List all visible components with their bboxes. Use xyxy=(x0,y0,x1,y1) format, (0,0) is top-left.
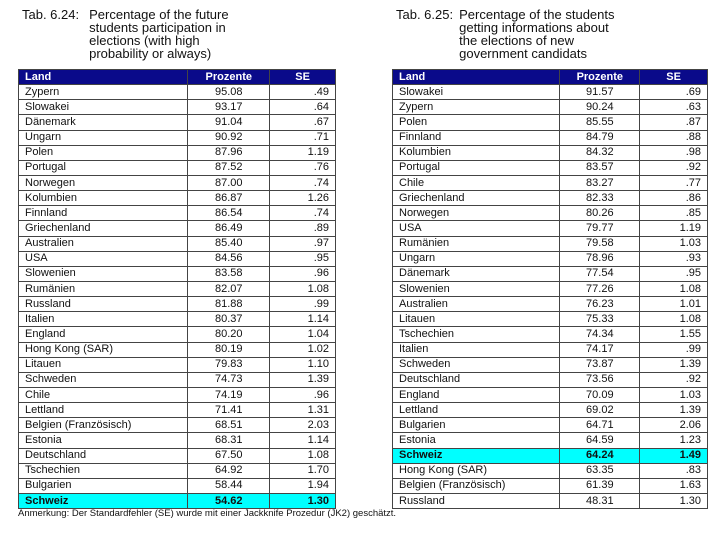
cell-land: Litauen xyxy=(19,357,188,372)
right-table-caption: Percentage of the students getting informations about the elections of new government candidats xyxy=(459,7,615,61)
cell-land: Slowakei xyxy=(393,85,560,100)
cell-land: Chile xyxy=(19,387,188,402)
cell-prozente: 74.19 xyxy=(188,387,270,402)
col-se: SE xyxy=(270,70,336,85)
cell-se: .98 xyxy=(640,145,708,160)
cell-se: 1.55 xyxy=(640,327,708,342)
right-table-title xyxy=(396,8,615,60)
col-se: SE xyxy=(640,70,708,85)
cell-se: .63 xyxy=(640,100,708,115)
cell-prozente: 86.54 xyxy=(188,206,270,221)
cell-se: 1.30 xyxy=(270,493,336,508)
cell-se: .85 xyxy=(640,206,708,221)
table-row xyxy=(19,478,336,493)
cell-se: 1.94 xyxy=(270,478,336,493)
cell-se: .76 xyxy=(270,160,336,175)
table-header xyxy=(19,70,336,85)
table-row xyxy=(393,463,708,478)
cell-land: USA xyxy=(393,221,560,236)
cell-se: .69 xyxy=(640,85,708,100)
cell-prozente: 67.50 xyxy=(188,448,270,463)
table-row xyxy=(393,206,708,221)
cell-prozente: 76.23 xyxy=(560,297,640,312)
cell-prozente: 91.57 xyxy=(560,85,640,100)
table-row xyxy=(393,160,708,175)
cell-land: Belgien (Französisch) xyxy=(393,478,560,493)
cell-se: 1.49 xyxy=(640,448,708,463)
cell-land: Slowenien xyxy=(393,281,560,296)
cell-land: Lettland xyxy=(393,403,560,418)
table-row xyxy=(393,191,708,206)
table-row xyxy=(19,85,336,100)
cell-prozente: 78.96 xyxy=(560,251,640,266)
cell-se: 1.39 xyxy=(270,372,336,387)
cell-land: Kolumbien xyxy=(19,191,188,206)
cell-prozente: 69.02 xyxy=(560,403,640,418)
cell-land: Chile xyxy=(393,175,560,190)
table-row xyxy=(393,281,708,296)
cell-prozente: 83.27 xyxy=(560,175,640,190)
table-row xyxy=(393,115,708,130)
left-table xyxy=(18,69,336,509)
cell-land: Dänemark xyxy=(393,266,560,281)
col-prozente: Prozente xyxy=(188,70,270,85)
cell-land: Russland xyxy=(19,297,188,312)
cell-prozente: 48.31 xyxy=(560,493,640,508)
cell-prozente: 86.87 xyxy=(188,191,270,206)
cell-se: 1.08 xyxy=(270,281,336,296)
table-row xyxy=(19,448,336,463)
cell-se: .95 xyxy=(640,266,708,281)
cell-se: 1.01 xyxy=(640,297,708,312)
cell-land: Estonia xyxy=(19,433,188,448)
cell-prozente: 64.24 xyxy=(560,448,640,463)
cell-se: .99 xyxy=(270,297,336,312)
cell-land: Italien xyxy=(393,342,560,357)
cell-prozente: 81.88 xyxy=(188,297,270,312)
table-row xyxy=(393,418,708,433)
table-row xyxy=(393,221,708,236)
cell-land: Polen xyxy=(393,115,560,130)
cell-se: .49 xyxy=(270,85,336,100)
cell-prozente: 82.33 xyxy=(560,191,640,206)
cell-prozente: 74.73 xyxy=(188,372,270,387)
table-row xyxy=(393,342,708,357)
cell-prozente: 86.49 xyxy=(188,221,270,236)
cell-se: .95 xyxy=(270,251,336,266)
table-row xyxy=(393,175,708,190)
table-row xyxy=(19,493,336,508)
cell-land: England xyxy=(19,327,188,342)
cell-se: .83 xyxy=(640,463,708,478)
cell-land: Bulgarien xyxy=(393,418,560,433)
table-row xyxy=(19,236,336,251)
table-row xyxy=(19,251,336,266)
cell-land: Rumänien xyxy=(19,281,188,296)
cell-land: Ungarn xyxy=(393,251,560,266)
table-row xyxy=(19,342,336,357)
cell-se: .92 xyxy=(640,372,708,387)
right-table xyxy=(392,69,708,509)
cell-prozente: 58.44 xyxy=(188,478,270,493)
table-row xyxy=(393,493,708,508)
cell-prozente: 74.17 xyxy=(560,342,640,357)
cell-land: Italien xyxy=(19,312,188,327)
table-row xyxy=(393,327,708,342)
cell-prozente: 64.71 xyxy=(560,418,640,433)
cell-prozente: 80.20 xyxy=(188,327,270,342)
cell-prozente: 87.00 xyxy=(188,175,270,190)
cell-prozente: 54.62 xyxy=(188,493,270,508)
table-row xyxy=(393,130,708,145)
cell-se: 1.70 xyxy=(270,463,336,478)
cell-land: Dänemark xyxy=(19,115,188,130)
table-row xyxy=(19,372,336,387)
cell-land: Griechenland xyxy=(393,191,560,206)
cell-se: .88 xyxy=(640,130,708,145)
left-table-title xyxy=(22,8,229,60)
cell-se: 1.19 xyxy=(270,145,336,160)
cell-land: Schweiz xyxy=(19,493,188,508)
cell-land: Schweden xyxy=(19,372,188,387)
cell-se: .71 xyxy=(270,130,336,145)
cell-land: Norwegen xyxy=(393,206,560,221)
cell-land: Deutschland xyxy=(19,448,188,463)
cell-prozente: 75.33 xyxy=(560,312,640,327)
cell-se: 1.14 xyxy=(270,433,336,448)
cell-land: England xyxy=(393,387,560,402)
cell-prozente: 70.09 xyxy=(560,387,640,402)
cell-prozente: 63.35 xyxy=(560,463,640,478)
cell-prozente: 80.26 xyxy=(560,206,640,221)
cell-land: Ungarn xyxy=(19,130,188,145)
cell-land: Bulgarien xyxy=(19,478,188,493)
cell-se: 2.03 xyxy=(270,418,336,433)
cell-land: Australien xyxy=(393,297,560,312)
cell-prozente: 90.24 xyxy=(560,100,640,115)
table-row xyxy=(393,85,708,100)
table-row xyxy=(393,478,708,493)
table-row xyxy=(393,266,708,281)
cell-land: Belgien (Französisch) xyxy=(19,418,188,433)
cell-land: Australien xyxy=(19,236,188,251)
cell-prozente: 61.39 xyxy=(560,478,640,493)
cell-se: 1.08 xyxy=(270,448,336,463)
cell-se: .96 xyxy=(270,387,336,402)
table-header xyxy=(393,70,708,85)
cell-se: .93 xyxy=(640,251,708,266)
table-row xyxy=(393,100,708,115)
cell-prozente: 84.79 xyxy=(560,130,640,145)
cell-se: 1.14 xyxy=(270,312,336,327)
cell-se: 1.30 xyxy=(640,493,708,508)
table-row xyxy=(393,145,708,160)
cell-land: Schweden xyxy=(393,357,560,372)
table-row xyxy=(393,433,708,448)
cell-se: .74 xyxy=(270,206,336,221)
cell-land: Kolumbien xyxy=(393,145,560,160)
left-table-number: Tab. 6.24: xyxy=(22,7,80,22)
cell-land: Russland xyxy=(393,493,560,508)
table-row xyxy=(19,221,336,236)
table-row xyxy=(19,115,336,130)
cell-se: .67 xyxy=(270,115,336,130)
cell-prozente: 84.56 xyxy=(188,251,270,266)
table-row xyxy=(19,100,336,115)
cell-prozente: 77.54 xyxy=(560,266,640,281)
cell-se: 1.26 xyxy=(270,191,336,206)
cell-land: Zypern xyxy=(19,85,188,100)
cell-se: 2.06 xyxy=(640,418,708,433)
table-row xyxy=(19,357,336,372)
cell-prozente: 84.32 xyxy=(560,145,640,160)
cell-land: Rumänien xyxy=(393,236,560,251)
table-row xyxy=(19,130,336,145)
cell-se: 1.63 xyxy=(640,478,708,493)
cell-prozente: 64.59 xyxy=(560,433,640,448)
cell-prozente: 85.55 xyxy=(560,115,640,130)
cell-se: 1.03 xyxy=(640,236,708,251)
table-row xyxy=(393,372,708,387)
table-row xyxy=(19,191,336,206)
cell-land: Portugal xyxy=(393,160,560,175)
table-row xyxy=(19,266,336,281)
cell-prozente: 95.08 xyxy=(188,85,270,100)
cell-se: 1.08 xyxy=(640,312,708,327)
cell-land: USA xyxy=(19,251,188,266)
table-row xyxy=(19,160,336,175)
cell-land: Hong Kong (SAR) xyxy=(393,463,560,478)
cell-prozente: 83.58 xyxy=(188,266,270,281)
cell-se: .86 xyxy=(640,191,708,206)
cell-prozente: 73.56 xyxy=(560,372,640,387)
cell-prozente: 79.77 xyxy=(560,221,640,236)
left-table-caption: Percentage of the future students participation in elections (with high probability or always) xyxy=(89,7,229,61)
table-row xyxy=(19,463,336,478)
table-row xyxy=(393,312,708,327)
cell-se: 1.10 xyxy=(270,357,336,372)
cell-prozente: 77.26 xyxy=(560,281,640,296)
cell-prozente: 91.04 xyxy=(188,115,270,130)
cell-se: 1.39 xyxy=(640,357,708,372)
cell-prozente: 85.40 xyxy=(188,236,270,251)
footnote: Anmerkung: Der Standardfehler (SE) wurde mit einer Jackknife Prozedur (JK2) geschätzt. xyxy=(18,508,397,519)
cell-se: 1.19 xyxy=(640,221,708,236)
table-row xyxy=(19,433,336,448)
cell-se: .87 xyxy=(640,115,708,130)
cell-land: Tschechien xyxy=(393,327,560,342)
cell-se: 1.08 xyxy=(640,281,708,296)
cell-se: .92 xyxy=(640,160,708,175)
cell-land: Schweiz xyxy=(393,448,560,463)
table-row xyxy=(393,403,708,418)
table-row xyxy=(19,175,336,190)
cell-prozente: 93.17 xyxy=(188,100,270,115)
cell-se: 1.04 xyxy=(270,327,336,342)
table-row xyxy=(393,236,708,251)
table-row xyxy=(19,206,336,221)
cell-land: Litauen xyxy=(393,312,560,327)
cell-prozente: 90.92 xyxy=(188,130,270,145)
cell-prozente: 80.19 xyxy=(188,342,270,357)
cell-land: Lettland xyxy=(19,403,188,418)
cell-prozente: 87.52 xyxy=(188,160,270,175)
cell-land: Zypern xyxy=(393,100,560,115)
cell-land: Griechenland xyxy=(19,221,188,236)
cell-land: Deutschland xyxy=(393,372,560,387)
cell-land: Slowenien xyxy=(19,266,188,281)
cell-prozente: 73.87 xyxy=(560,357,640,372)
cell-se: .77 xyxy=(640,175,708,190)
cell-prozente: 79.58 xyxy=(560,236,640,251)
cell-land: Slowakei xyxy=(19,100,188,115)
cell-se: .97 xyxy=(270,236,336,251)
cell-se: .64 xyxy=(270,100,336,115)
table-row xyxy=(393,297,708,312)
table-row xyxy=(393,448,708,463)
table-row xyxy=(393,357,708,372)
right-table-number: Tab. 6.25: xyxy=(396,7,454,22)
cell-se: .74 xyxy=(270,175,336,190)
cell-prozente: 80.37 xyxy=(188,312,270,327)
table-row xyxy=(19,281,336,296)
table-row xyxy=(19,312,336,327)
cell-prozente: 82.07 xyxy=(188,281,270,296)
table-row xyxy=(19,403,336,418)
table-row xyxy=(19,145,336,160)
cell-prozente: 79.83 xyxy=(188,357,270,372)
cell-se: .99 xyxy=(640,342,708,357)
cell-se: 1.31 xyxy=(270,403,336,418)
cell-prozente: 68.31 xyxy=(188,433,270,448)
table-row xyxy=(19,418,336,433)
col-land: Land xyxy=(19,70,188,85)
table-row xyxy=(393,387,708,402)
table-row xyxy=(19,387,336,402)
cell-se: 1.23 xyxy=(640,433,708,448)
cell-prozente: 71.41 xyxy=(188,403,270,418)
cell-se: 1.03 xyxy=(640,387,708,402)
col-prozente: Prozente xyxy=(560,70,640,85)
cell-se: 1.02 xyxy=(270,342,336,357)
table-row xyxy=(393,251,708,266)
cell-land: Tschechien xyxy=(19,463,188,478)
cell-prozente: 74.34 xyxy=(560,327,640,342)
cell-land: Polen xyxy=(19,145,188,160)
cell-land: Estonia xyxy=(393,433,560,448)
cell-se: .96 xyxy=(270,266,336,281)
cell-land: Finnland xyxy=(393,130,560,145)
cell-se: 1.39 xyxy=(640,403,708,418)
cell-prozente: 68.51 xyxy=(188,418,270,433)
col-land: Land xyxy=(393,70,560,85)
table-row xyxy=(19,297,336,312)
cell-se: .89 xyxy=(270,221,336,236)
cell-prozente: 83.57 xyxy=(560,160,640,175)
cell-land: Norwegen xyxy=(19,175,188,190)
cell-land: Portugal xyxy=(19,160,188,175)
cell-prozente: 87.96 xyxy=(188,145,270,160)
cell-land: Finnland xyxy=(19,206,188,221)
table-row xyxy=(19,327,336,342)
cell-prozente: 64.92 xyxy=(188,463,270,478)
cell-land: Hong Kong (SAR) xyxy=(19,342,188,357)
